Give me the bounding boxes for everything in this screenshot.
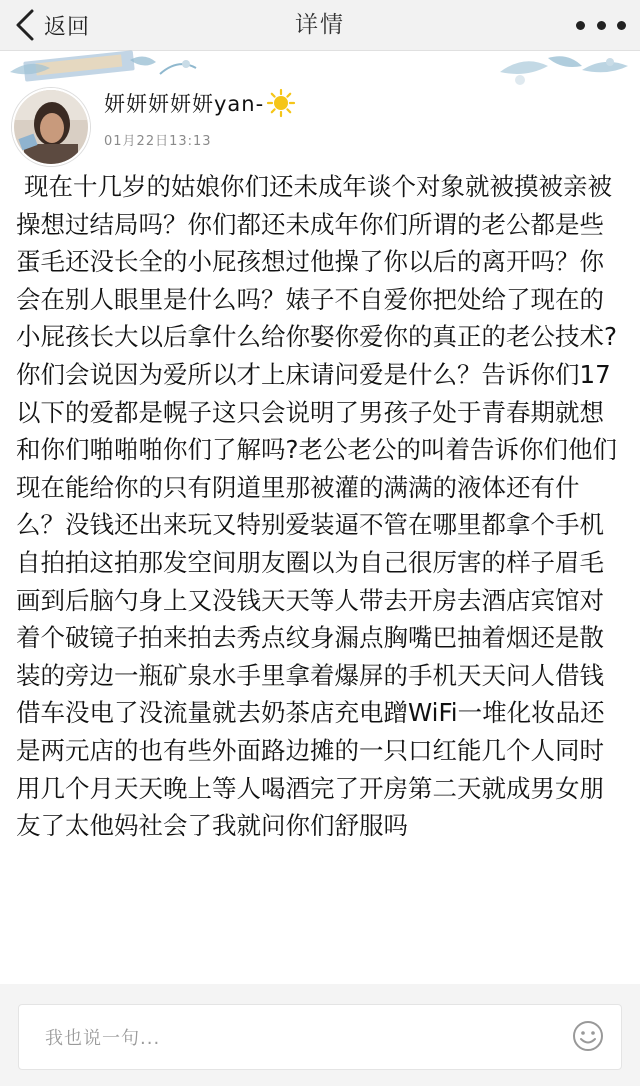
back-arrow-icon <box>14 8 36 42</box>
author-name[interactable] <box>104 88 296 118</box>
more-dots-icon[interactable] <box>576 12 626 38</box>
sun-icon <box>266 88 296 118</box>
floral-decoration <box>0 50 640 90</box>
comment-placeholder: 我也说一句... <box>45 1028 161 1049</box>
comment-input[interactable] <box>18 1004 622 1070</box>
back-button[interactable] <box>14 6 90 44</box>
post-timestamp: 01月22日13:13 <box>104 134 212 149</box>
back-label: 返回 <box>44 14 91 40</box>
post-content: 现在十几岁的姑娘你们还未成年谈个对象就被摸被亲被操想过结局吗？你们都还未成年你们所谓的老公都是些蛋毛还没长全的小屁孩想过他操了你以后的离开吗？你会在别人眼里是什么吗？婊子不自爱你把处给了现在的小屁孩长大以后拿什么给你娶你爱你的真正的老公技术?你们会说因为爱所以才上床请问爱是什么？告诉你们17以下的爱都是幌子这只会说明了男孩子处于青春期就想和你们啪啪啪你们了解吗?老公老公的叫着告诉你们他们现在能给你的只有阴道里那被灌的满满的液体还有什么？没钱还出来玩又特别爱装逼不管在哪里都拿个手机自拍拍这拍那发空间朋友圈以为自己很厉害的样子眉毛画到后脑勺身上又没钱天天等人带去开房去酒店宾馆对着个破镜子拍来拍去秀点纹身漏点胸嘴巴抽着烟还是散装的旁边一瓶矿泉水手里拿着爆屏的手机天天问人借钱借车没电了没流量就去奶茶店充电蹭WiFi一堆化妆品还是两元店的也有些外面路边摊的一只口红能几个人同时用几个月天天晚上等人喝酒完了开房第二天就成男女朋友了太他妈社会了我就问你们舒服吗 <box>16 172 618 841</box>
avatar-image <box>14 90 88 164</box>
author-name-text: 妍妍妍妍妍yan- <box>104 92 265 116</box>
avatar[interactable] <box>12 88 90 166</box>
top-navigation-bar <box>0 0 640 51</box>
smiley-icon[interactable] <box>571 1019 605 1053</box>
page-title: 详情 <box>295 12 345 38</box>
